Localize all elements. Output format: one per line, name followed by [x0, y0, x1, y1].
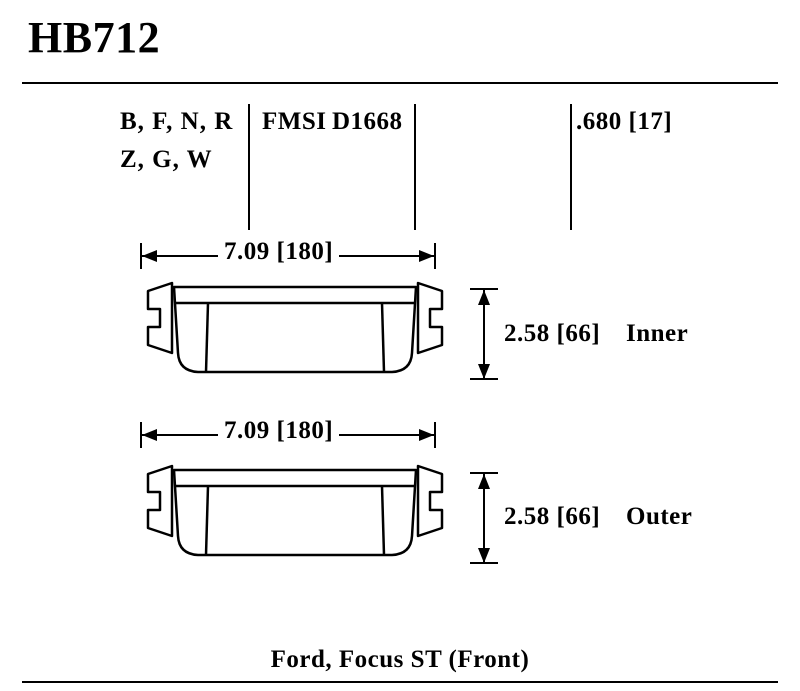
compound-codes-line-1: B, F, N, R	[120, 108, 234, 135]
compound-codes-line-2: Z, G, W	[120, 146, 213, 173]
vehicle-application-label: Ford, Focus ST (Front)	[270, 646, 530, 673]
inner-height-arrow-up-icon	[478, 290, 490, 305]
divider-bottom	[22, 681, 778, 683]
page-title: HB712	[28, 13, 161, 62]
outer-pad-position-label: Outer	[626, 503, 693, 530]
outer-width-arrow-left-icon	[142, 429, 157, 441]
leader-line-left	[248, 104, 250, 230]
inner-height-label: 2.58 [66]	[504, 320, 601, 347]
fmsi-label: FMSI	[262, 108, 327, 135]
outer-height-label: 2.58 [66]	[504, 503, 601, 530]
inner-brake-pad-drawing	[130, 275, 460, 385]
fmsi-value: D1668	[332, 108, 403, 135]
inner-width-arrow-left-icon	[142, 250, 157, 262]
outer-brake-pad-drawing	[130, 458, 460, 568]
outer-height-arrow-down-icon	[478, 548, 490, 563]
outer-height-arrow-up-icon	[478, 474, 490, 489]
thickness-value: .680 [17]	[576, 108, 673, 135]
inner-width-arrow-right-icon	[419, 250, 434, 262]
outer-width-label: 7.09 [180]	[218, 417, 339, 445]
inner-pad-position-label: Inner	[626, 320, 689, 347]
leader-line-right	[570, 104, 572, 230]
inner-height-arrow-down-icon	[478, 364, 490, 379]
outer-width-arrow-right-icon	[419, 429, 434, 441]
divider-top	[22, 82, 778, 84]
inner-width-label: 7.09 [180]	[218, 238, 339, 266]
leader-line-middle	[414, 104, 416, 230]
